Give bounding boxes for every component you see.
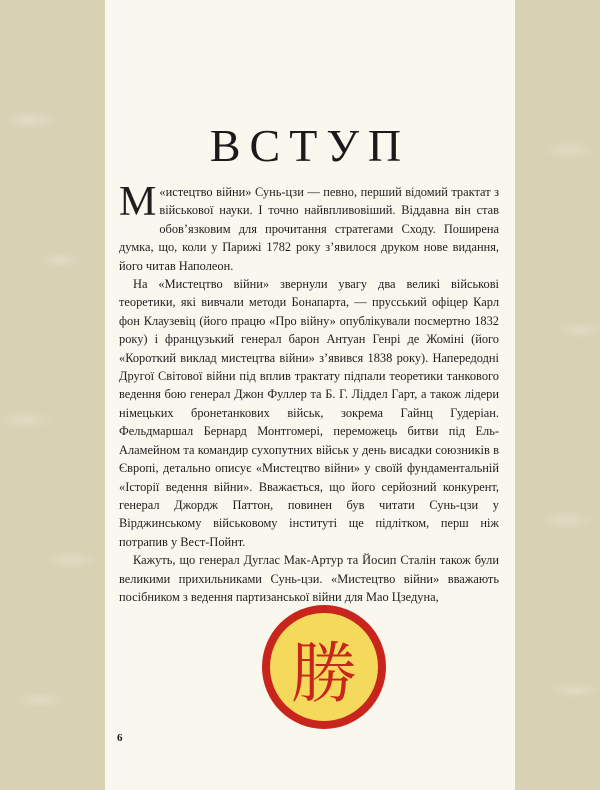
paragraph-2: На «Мистецтво війни» звернули увагу два великі військові теоретики, які вивчали методи Бонапарта, — прусський офіцер Карл фон Клаузевіц (його працю «Про війну» опублікували посмертно 1832 року) і французький генерал барон Антуан Генрі де Жоміні (його «Короткий виклад мистецтва війни» з’явився 1838 року). Напередодні Другої Світової війни під вплив трактату підпали теоретики танкового ведення бою генерал Джон Фуллер та Б. Г. Ліддел Гарт, а також лідери німецьких бронетанкових військ, зокрема Гайнц Гудеріан. Фельдмаршал Бернард Монтгомері, переможець битви під Ель-Аламейном та командир сухопутних військ у день висадки союзників в Європі, детально описує «Мистецтво війни» у своїй фундаментальній «Історії ведення війни». Вважається, що його серйозний конкурент, генерал Джордж Паттон, повинен був читати Сунь-цзи у Вірджинському військовому інституті ще підлітком, перш ніж потрапив у Вест-Пойнт.: [119, 277, 499, 549]
paragraph-1-text: истецтво війни» Сунь-цзи — певно, перший відомий трактат з військової науки. І точно найвпливовіший. Віддавна він став обов’язковим для прочитання стратегами Сходу. Поширена думка, що, коли у Парижі 1782 року з’явилося друком нове видання, його читав Наполеон.: [119, 185, 499, 273]
paragraph-1: « М истецтво війни» Сунь-цзи — певно, перший відомий трактат з військової науки. І точно найвпливовіший. Віддавна він став обов’язковим для прочитання стратегами Сходу. Поширена думка, що, коли у Парижі 1782 року з’явилося друком нове видання, його читав Наполеон.: [119, 179, 499, 273]
paragraph-3: Кажуть, що генерал Дуглас Мак-Артур та Йосип Сталін також були великими прихильниками Сунь-цзи. «Мистецтво війни» вважають посібником з ведення партизанської війни для Мао Цзедуна,: [119, 553, 499, 604]
book-page: [105, 0, 515, 790]
drop-cap: М: [119, 179, 157, 225]
page-title: ВСТУП: [209, 119, 411, 171]
body-text: [119, 179, 499, 606]
page-number: 6: [117, 732, 123, 744]
victory-seal-icon: [262, 605, 386, 729]
seal-character: 勝: [270, 613, 378, 721]
